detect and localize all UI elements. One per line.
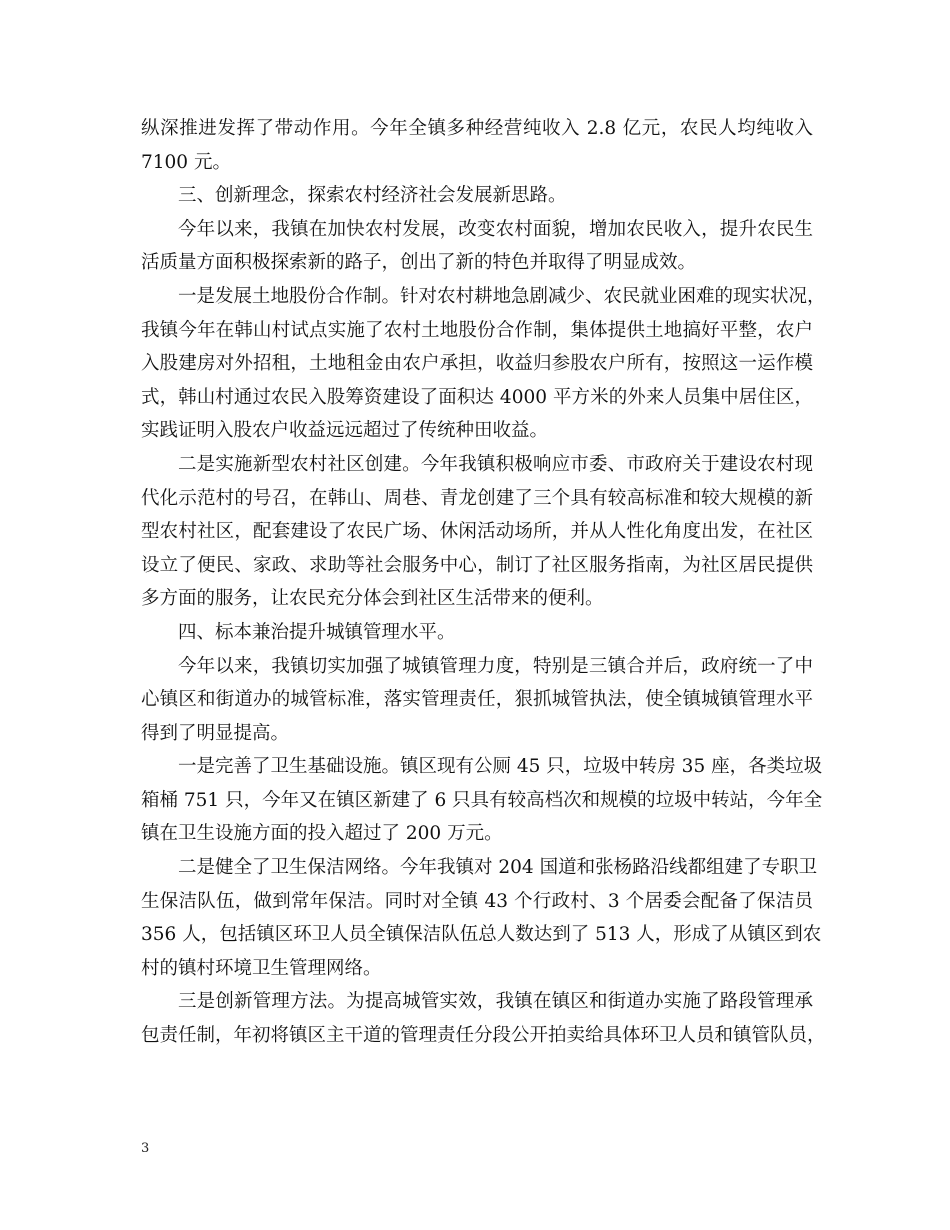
text-line: 实践证明入股农户收益远远超过了传统种田收益。 — [141, 420, 549, 442]
section-heading: 三、创新理念，探索农村经济社会发展新思路。 — [178, 185, 567, 207]
text-line: 三是创新管理方法。为提高城管实效，我镇在镇区和街道办实施了路段管理承 — [178, 991, 813, 1013]
text-line: 一是完善了卫生基础设施。镇区现有公厕 45 只，垃圾中转房 35 座，各类垃圾 — [178, 756, 823, 778]
text-line: 式，韩山村通过农民入股筹资建设了面积达 4000 平方米的外来人员集中居住区， — [141, 386, 813, 408]
page-number: 3 — [141, 1141, 150, 1156]
text-line: 型农村社区，配套建设了农民广场、休闲活动场所，并从人性化角度出发，在社区 — [141, 521, 813, 543]
text-line: 今年以来，我镇切实加强了城镇管理力度，特别是三镇合并后，政府统一了中 — [178, 655, 813, 677]
text-line: 入股建房对外招租，土地租金由农户承担，收益归参股农户所有，按照这一运作模 — [141, 353, 813, 375]
text-line: 一是发展土地股份合作制。针对农村耕地急剧减少、农民就业困难的现实状况， — [178, 285, 826, 307]
text-line: 活质量方面积极探索新的路子，创出了新的特色并取得了明显成效。 — [141, 252, 697, 274]
text-line: 代化示范村的号召，在韩山、周巷、青龙创建了三个具有较高标准和较大规模的新 — [141, 487, 813, 509]
text-line: 得到了明显提高。 — [141, 722, 290, 744]
text-line: 包责任制，年初将镇区主干道的管理责任分段公开拍卖给具体环卫人员和镇管队员， — [141, 1025, 826, 1047]
text-line: 纵深推进发挥了带动作用。今年全镇多种经营纯收入 2.8 亿元，农民人均纯收入 — [141, 118, 813, 139]
text-line: 今年以来，我镇在加快农村发展，改变农村面貌，增加农民收入，提升农民生 — [178, 218, 813, 240]
document-body — [141, 112, 826, 1053]
section-heading: 四、标本兼治提升城镇管理水平。 — [178, 621, 456, 643]
text-line: 二是实施新型农村社区创建。今年我镇积极响应市委、市政府关于建设农村现 — [178, 453, 813, 475]
text-line: 我镇今年在韩山村试点实施了农村土地股份合作制，集体提供土地搞好平整，农户 — [141, 319, 813, 341]
text-line: 多方面的服务，让农民充分体会到社区生活带来的便利。 — [141, 588, 604, 610]
text-line: 二是健全了卫生保洁网络。今年我镇对 204 国道和张杨路沿线都组建了专职卫 — [178, 857, 818, 879]
text-line: 356 人，包括镇区环卫人员全镇保洁队伍总人数达到了 513 人，形成了从镇区到农 — [141, 924, 822, 946]
text-line: 心镇区和街道办的城管标准，落实管理责任，狠抓城管执法，使全镇城镇管理水平 — [141, 689, 813, 711]
text-line: 箱桶 751 只，今年又在镇区新建了 6 只具有较高档次和规模的垃圾中转站，今年全 — [141, 789, 823, 811]
text-line: 生保洁队伍，做到常年保洁。同时对全镇 43 个行政村、3 个居委会配备了保洁员 — [141, 890, 813, 912]
text-line: 设立了便民、家政、求助等社会服务中心，制订了社区服务指南，为社区居民提供 — [141, 554, 813, 576]
text-line: 镇在卫生设施方面的投入超过了 200 万元。 — [141, 823, 503, 845]
text-line: 村的镇村环境卫生管理网络。 — [141, 957, 382, 979]
text-line: 7100 元。 — [141, 151, 231, 173]
